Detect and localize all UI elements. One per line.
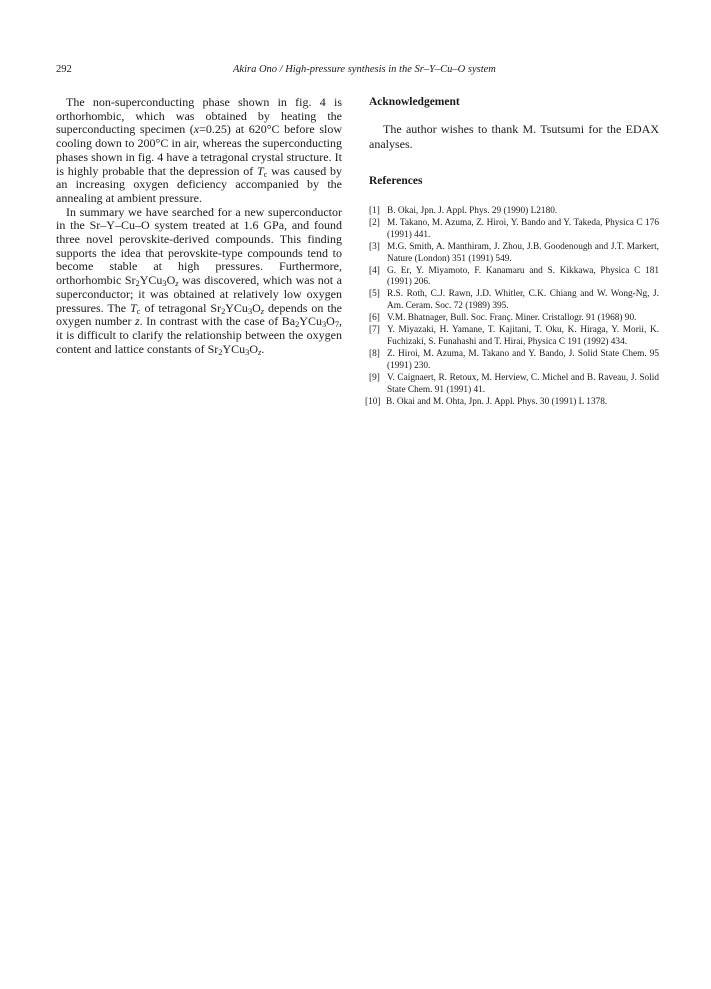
body-paragraph: In summary we have searched for a new superconductor in the Sr–Y–Cu–O system treated at 1.6 GPa, and found three novel perovskite-derived compounds. This finding supports the idea that perovskite-type compounds tend to become stable at high pressures. Furthermore, orthorhombic $Sr_2YCu_3O_z$ was discovered, which was not a superconductor; it was obtained at relatively low oxygen pressures. The $T_c$ of tetragonal $Sr_2YCu_3O_z$ depends on the oxygen number z. In contrast with the case of $Ba_2YCu_3O_7$, it is difficult to clarify the relationship between the oxygen content and lattice constants of $Sr_2YCu_3O_z$.	[56, 204, 343, 357]
reference-text: G. Er, Y. Miyamoto, F. Kanamaru and S. Kikkawa, Physica C 181 (1991) 206.	[387, 265, 659, 288]
reference-number: [1]	[369, 206, 380, 216]
reference-text: Y. Miyazaki, H. Yamane, T. Kajitani, T. Oku, K. Hiraga, Y. Morii, K. Fuchizaki, S. Funahashi and T. Hirai, Physica C 191 (1992) 434.	[387, 325, 659, 347]
page-number: 292	[56, 64, 72, 75]
right-column	[365, 96, 659, 408]
references-heading: References	[369, 175, 423, 187]
reference-text: M. Takano, M. Azuma, Z. Hiroi, Y. Bando and Y. Takeda, Physica C 176 (1991) 441.	[387, 217, 659, 240]
reference-item	[369, 313, 659, 325]
acknowledgement-heading: Acknowledgement	[369, 96, 460, 108]
reference-number: [9]	[369, 372, 380, 383]
left-column	[56, 96, 342, 356]
reference-number: [8]	[369, 348, 380, 359]
reference-text: R.S. Roth, C.J. Rawn, J.D. Whitler, C.K. Chiang and W. Wong-Ng, J. Am. Ceram. Soc. 72 (1989) 395.	[387, 289, 659, 312]
reference-text: M.G. Smith, A. Manthiram, J. Zhou, J.B. Goodenough and J.T. Markert, Nature (London) 351 (1991) 549.	[387, 241, 659, 264]
reference-item	[369, 373, 659, 397]
body-paragraph: The non-superconducting phase shown in fig. 4 is orthorhombic, which was obtained by heating the superconducting specimen (x=0.25) at 620°C before slow cooling down to 200°C in air, whereas the superconducting phases shown in fig. 4 have a tetragonal crystal structure. It is highly probable that the depression of $T_c$ was caused by an increasing oxygen deficiency accompanied by the annealing at ambient pressure.	[56, 95, 342, 205]
reference-text: B. Okai and M. Ohta, Jpn. J. Appl. Phys. 30 (1991) L 1378.	[386, 396, 608, 407]
reference-number: [6]	[369, 313, 380, 324]
reference-number: [5]	[369, 289, 380, 300]
reference-text: B. Okai, Jpn. J. Appl. Phys. 29 (1990) L2180.	[387, 206, 558, 216]
reference-item	[365, 397, 659, 409]
reference-text: Z. Hiroi, M. Azuma, M. Takano and Y. Bando, J. Solid State Chem. 95 (1991) 230.	[387, 348, 659, 371]
reference-item	[369, 325, 659, 349]
reference-item	[369, 349, 659, 373]
reference-item	[369, 266, 659, 290]
reference-number: [10]	[365, 396, 381, 407]
reference-item	[369, 218, 659, 242]
reference-text: V. Caignaert, R. Retoux, M. Herview, C. Michel and B. Raveau, J. Solid State Chem. 91 (1991) 41.	[387, 372, 659, 395]
reference-item	[369, 206, 659, 218]
reference-item	[369, 289, 659, 313]
reference-number: [3]	[369, 241, 380, 252]
acknowledgement-text: The author wishes to thank M. Tsutsumi for the EDAX analyses.	[369, 122, 659, 151]
reference-text: V.M. Bhatnager, Bull. Soc. Franç. Miner. Cristallogr. 91 (1968) 90.	[387, 313, 637, 324]
reference-number: [2]	[369, 217, 380, 228]
reference-number: [4]	[369, 265, 380, 276]
reference-number: [7]	[369, 325, 380, 336]
running-head: Akira Ono / High-pressure synthesis in the Sr–Y–Cu–O system	[233, 64, 496, 75]
page-header	[56, 64, 656, 78]
reference-item	[369, 242, 659, 266]
reference-list	[365, 206, 659, 408]
